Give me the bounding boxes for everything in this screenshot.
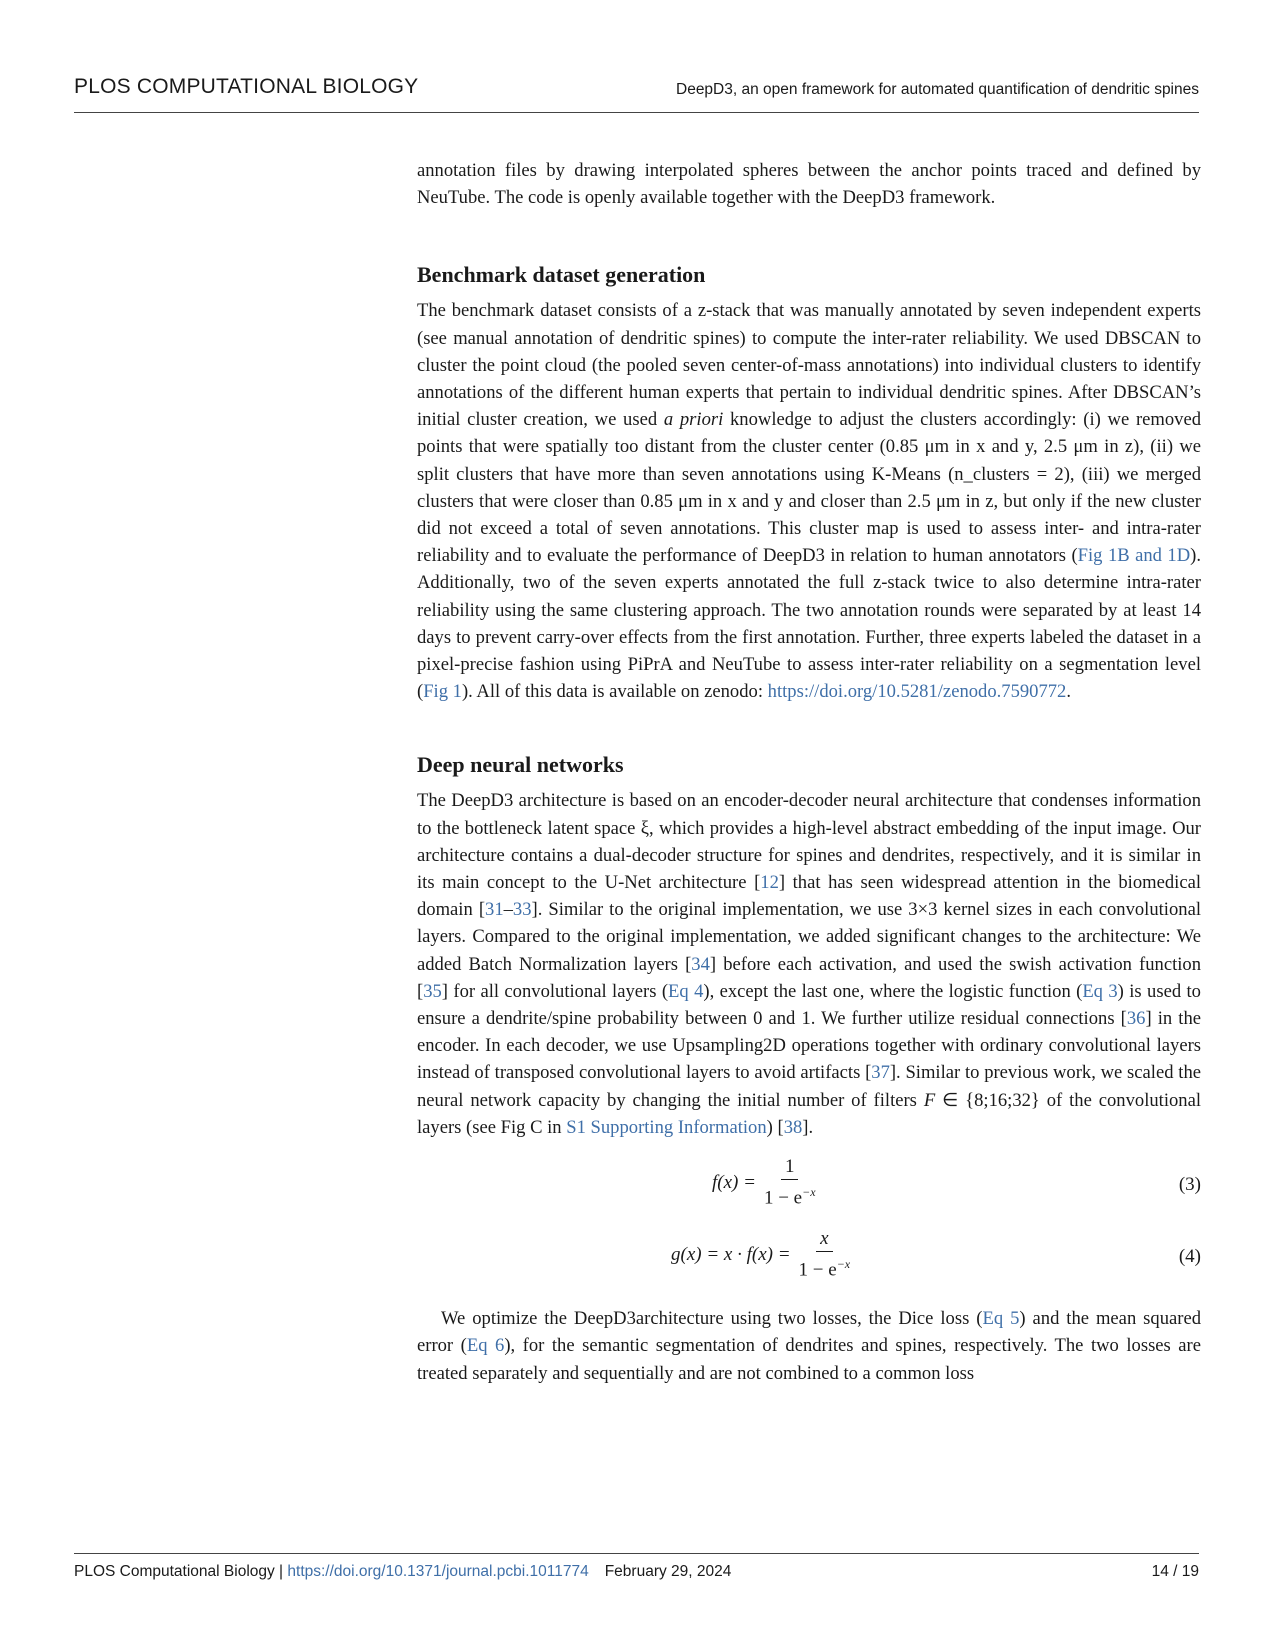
eq3-lhs: f(x) = <box>712 1172 756 1194</box>
ref-36-link[interactable]: 36 <box>1126 1008 1146 1030</box>
fig1-link[interactable]: Fig 1 <box>423 681 462 703</box>
article-body <box>417 157 1201 1387</box>
equation-3 <box>417 1155 1201 1211</box>
ref-33-link[interactable]: 33 <box>512 899 532 921</box>
benchmark-heading: Benchmark dataset generation <box>417 262 706 288</box>
dnn-heading: Deep neural networks <box>417 752 624 778</box>
journal-name: PLOS COMPUTATIONAL BIOLOGY <box>74 75 419 98</box>
running-title: DeepD3, an open framework for automated quantification of dendritic spines <box>676 81 1199 98</box>
ref-12-link[interactable]: 12 <box>760 872 779 894</box>
eq3-fraction: $\frac{1}{1 - e^{-x}}$ <box>763 1156 816 1209</box>
footer-rule <box>74 1553 1199 1554</box>
ref-31-link[interactable]: 31 <box>485 899 504 921</box>
eq3-link[interactable]: Eq 3 <box>1082 980 1118 1002</box>
intro-paragraph: annotation files by drawing interpolated spheres between the anchor points traced and defined by NeuTube. The code is openly available together with the DeepD3 framework. <box>417 160 1201 209</box>
eq6-link[interactable]: Eq 6 <box>466 1335 505 1357</box>
ref-34-link[interactable]: 34 <box>691 953 710 975</box>
ref-38-link[interactable]: 38 <box>783 1116 803 1138</box>
eq5-link[interactable]: Eq 5 <box>982 1308 1020 1330</box>
s1-supporting-link[interactable]: S1 Supporting Information <box>566 1116 767 1138</box>
benchmark-paragraph: The benchmark dataset consists of a z-stack that was manually annotated by seven independent experts (see manual annotation of dendritic spines) to compute the inter-rater reliability. We used DBSCAN to cluster the point cloud (the pooled seven center-of-mass annotations) into individual clusters to identify annotations of the different human experts that pertain to individual dendritic spines. After DBSCAN’s initial cluster creation, we used a priori knowledge to adjust the clusters accordingly: (i) we removed points that were spatially too distant from the cluster center (0.85 μm in x and y, 2.5 μm in z), (ii) we split clusters that have more than seven annotations using K-Means (n_clusters = 2), (iii) we merged clusters that were closer than 0.85 μm in x and y and closer than 2.5 μm in z, but only if the new cluster did not exceed a total of seven annotations. This cluster map is used to assess inter- and intra-rater reliability and to evaluate the performance of DeepD3 in relation to human annotators (Fig 1B and 1D). Additionally, two of the seven experts annotated the full z-stack twice to also determine intra-rater reliability using the same clustering approach. The two annotation rounds were separated by at least 14 days to prevent carry-over effects from the first annotation. Further, three experts labeled the dataset in a pixel-precise fashion using PiPrA and NeuTube to assess inter-rater reliability on a segmentation level (Fig 1). All of this data is available on zenodo: https://doi.org/10.5281/zenodo.7590772. <box>417 300 1201 703</box>
eq4-fraction: $\frac{x}{1 - e^{-x}}$ <box>798 1228 851 1281</box>
eq4-lhs: g(x) = x · f(x) = <box>671 1244 791 1266</box>
ref-35-link[interactable]: 35 <box>423 980 442 1002</box>
page-number: 14 / 19 <box>1151 1563 1199 1580</box>
eq4-number: (4) <box>1178 1246 1201 1268</box>
footer-doi-link[interactable]: https://doi.org/10.1371/journal.pcbi.1011774 <box>287 1563 589 1580</box>
footer-citation: PLOS Computational Biology | https://doi.org/10.1371/journal.pcbi.1011774 February 29, 2024 <box>74 1563 732 1580</box>
eq3-number: (3) <box>1178 1174 1201 1196</box>
equation-4 <box>417 1227 1201 1283</box>
footer-date: February 29, 2024 <box>604 1563 732 1580</box>
header-rule <box>74 112 1199 113</box>
dnn-paragraph: The DeepD3 architecture is based on an encoder-decoder neural architecture that condenses information to the bottleneck latent space ξ, which provides a high-level abstract embedding of the input image. Our architecture contains a dual-decoder structure for spines and dendrites, respectively, and it is similar in its main concept to the U-Net architecture [12] that has seen widespread attention in the biomedical domain [31–33]. Similar to the original implementation, we use 3×3 kernel sizes in each convolutional layers. Compared to the original implementation, we added significant changes to the architecture: We added Batch Normalization layers [34] before each activation, and used the swish activation function [35] for all convolutional layers (Eq 4), except the last one, where the logistic function (Eq 3) is used to ensure a dendrite/spine probability between 0 and 1. We further utilize residual connections [36] in the encoder. In each decoder, we use Upsampling2D operations together with ordinary convolutional layers instead of transposed convolutional layers to avoid artifacts [37]. Similar to previous work, we scaled the neural network capacity by changing the initial number of filters F ∈ {8;16;32} of the convolutional layers (see Fig C in S1 Supporting Information) [38]. <box>417 790 1202 1138</box>
zenodo-link[interactable]: https://doi.org/10.5281/zenodo.7590772 <box>767 681 1067 703</box>
eq4-link[interactable]: Eq 4 <box>668 980 704 1002</box>
ref-37-link[interactable]: 37 <box>871 1062 890 1084</box>
fig1bd-link[interactable]: Fig 1B and 1D <box>1077 545 1191 567</box>
closing-paragraph: We optimize the DeepD3architecture using two losses, the Dice loss (Eq 5) and the mean squared error (Eq 6), for the semantic segmentation of dendrites and spines, respectively. The two losses are treated separately and sequentially and are not combined to a common loss <box>417 1308 1202 1384</box>
